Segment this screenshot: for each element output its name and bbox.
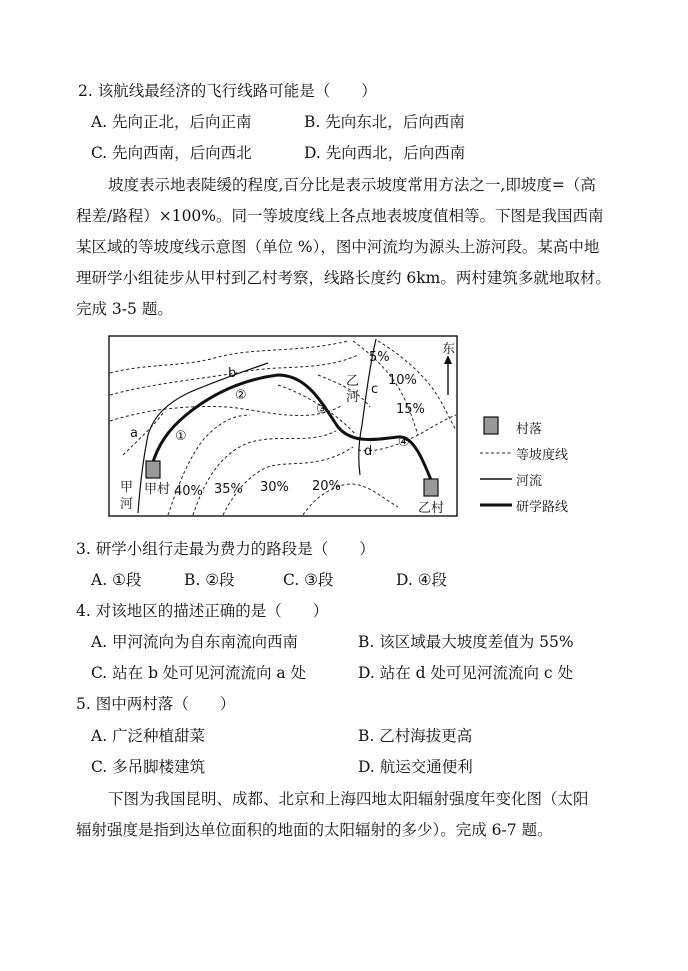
q5-option-d: D. 航运交通便利 [358,758,473,776]
q2-stem: 2. 该航线最经济的飞行线路可能是（ ） [78,82,377,100]
contour-label-5: 5% [369,350,390,365]
q3-stem: 3. 研学小组行走最为费力的路段是（ ） [76,540,375,558]
q4-option-b: B. 该区域最大坡度差值为 55% [358,633,574,651]
legend-village-label: 村落 [516,422,543,437]
q2-option-d: D. 先向西北，后向西南 [304,144,466,162]
q5-option-c: C. 多吊脚楼建筑 [91,758,206,776]
q4-option-d: D. 站在 d 处可见河流流向 c 处 [358,664,574,682]
river-yi-label-1: 乙 [346,374,360,389]
q4-option-c: C. 站在 b 处可见河流流向 a 处 [91,664,307,682]
legend-contour-label: 等坡度线 [516,448,569,463]
point-c: c [371,382,379,397]
contour-label-35: 35% [214,482,243,497]
legend-river-label: 河流 [516,474,543,489]
q3-option-d: D. ④段 [396,571,448,589]
segment-2: ② [235,388,247,403]
passage1-line-5: 完成 3-5 题。 [76,300,173,318]
village-yi-label: 乙村 [418,501,445,516]
q3-option-c: C. ③段 [283,571,334,589]
passage2-line-2: 辐射强度是指到达单位面积的地面的太阳辐射的多少）。完成 6-7 题。 [76,821,553,839]
passage1-line-2: 程差/路程）×100%。同一等坡度线上各点地表坡度值相等。下图是我国西南 [76,207,604,225]
contour-label-10: 10% [388,373,417,388]
q5-option-a: A. 广泛种植甜菜 [91,727,206,745]
legend-village-icon [484,417,498,434]
village-jia-marker [146,461,160,478]
point-b: b [228,366,237,381]
legend-route-label: 研学路线 [516,500,569,515]
river-jia-label-2: 河 [120,497,134,512]
river-yi-label-2: 河 [346,390,360,405]
river-jia-label-1: 甲 [120,480,134,495]
q4-stem: 4. 对该地区的描述正确的是（ ） [76,602,329,620]
q2-option-a: A. 先向正北，后向正南 [91,113,252,131]
q5-option-b: B. 乙村海拔更高 [358,727,473,745]
passage1-line-4: 理研学小组徒步从甲村到乙村考察，线路长度约 6km。两村建筑多就地取材。 [76,269,611,287]
contour-label-30: 30% [260,480,289,495]
segment-4: ④ [398,435,410,450]
point-a: a [130,426,138,441]
q5-stem: 5. 图中两村落（ ） [76,695,236,713]
village-yi-marker [424,479,438,496]
point-d: d [364,444,373,459]
contour-label-20: 20% [312,479,341,494]
q3-option-b: B. ②段 [184,571,235,589]
contour-label-15: 15% [396,402,425,417]
contour-label-40: 40% [174,484,203,499]
segment-3: ③ [316,402,328,417]
north-label: 东 [442,342,456,357]
passage2-line-1: 下图为我国昆明、成都、北京和上海四地太阳辐射强度年变化图（太阳 [108,790,589,808]
village-jia-label: 甲村 [144,482,171,497]
q4-option-a: A. 甲河流向为自东南流向西南 [91,633,299,651]
passage1-line-3: 某区域的等坡度线示意图（单位 %），图中河流均为源头上游河段。某高中地 [76,238,600,256]
q3-option-a: A. ①段 [91,571,142,589]
segment-1: ① [175,429,187,444]
q2-option-c: C. 先向西南，后向西北 [91,144,252,162]
slope-contour-map [108,335,458,517]
passage1-line-1: 坡度表示地表陡缓的程度,百分比是表示坡度常用方法之一,即坡度=（高 [108,176,596,194]
q2-option-b: B. 先向东北，后向西南 [304,113,465,131]
